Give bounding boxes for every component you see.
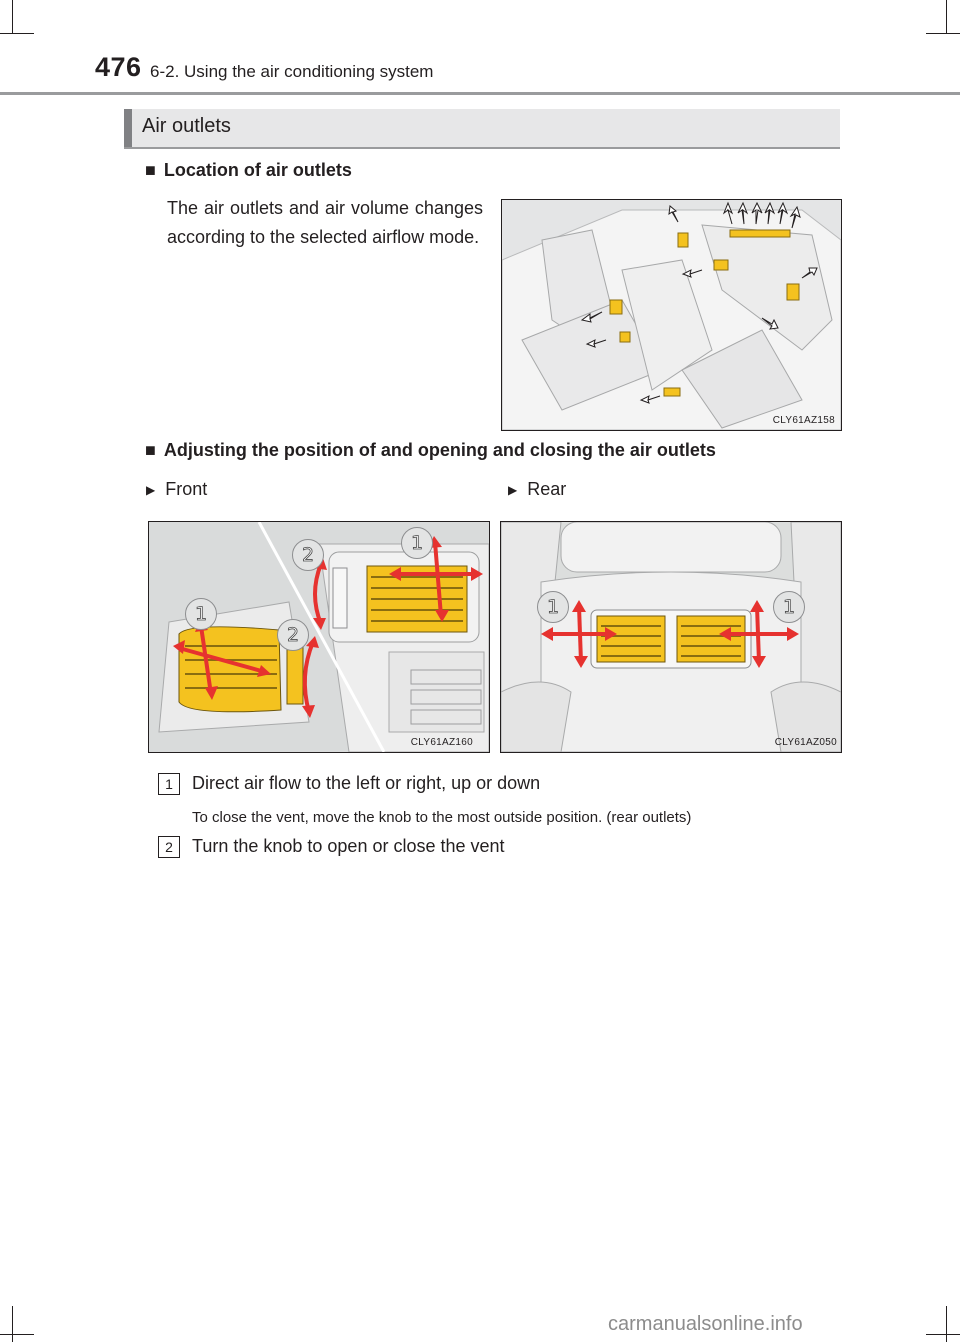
item-1-note: To close the vent, move the knob to the most outside position. (rear outlets): [192, 809, 692, 826]
front-label: [146, 479, 207, 500]
callout-badge-2-left: 2: [277, 619, 309, 651]
chapter-header: 6-2. Using the air conditioning system: [150, 62, 434, 81]
callout-badge-1-rear-left: 1: [537, 591, 569, 623]
rear-label: [508, 479, 566, 500]
square-bullet-icon: ■: [145, 440, 156, 460]
crop-mark-top-left-h: [0, 33, 34, 34]
rear-figure-code: CLY61AZ050: [774, 737, 837, 748]
cabin-illustration: [502, 200, 841, 430]
item-2-text: Turn the knob to open or close the vent: [192, 836, 505, 856]
location-figure-code: CLY61AZ158: [772, 415, 835, 426]
page-number: 476: [95, 52, 142, 82]
adjusting-heading-text: Adjusting the position of and opening and closing the air outlets: [163, 440, 716, 460]
front-outlets-figure: [148, 521, 490, 753]
crop-mark-bottom-right-h: [926, 1334, 960, 1335]
air-outlets-location-figure: [501, 199, 842, 431]
header-rule: [0, 92, 960, 95]
rear-console-illustration: [501, 522, 841, 752]
location-heading: [145, 160, 352, 181]
item-2-number: 2: [158, 836, 180, 858]
location-description: The air outlets and air volume changes according to the selected airflow mode.: [167, 198, 483, 247]
triangle-bullet-icon: ▶: [146, 483, 156, 497]
crop-mark-top-right-h: [926, 33, 960, 34]
callout-badge-2-top: 2: [292, 539, 324, 571]
item-1-text: Direct air flow to the left or right, up or down: [192, 773, 541, 793]
rear-label-text: Rear: [527, 479, 567, 499]
front-label-text: Front: [165, 479, 208, 499]
crop-mark-bottom-right-v: [946, 1306, 947, 1342]
crop-mark-bottom-left-v: [12, 1306, 13, 1342]
callout-badge-1-left: 1: [185, 598, 217, 630]
callout-badge-1-rear-right: 1: [773, 591, 805, 623]
front-figure-code: CLY61AZ160: [410, 737, 473, 748]
item-1-number: 1: [158, 773, 180, 795]
location-heading-text: Location of air outlets: [163, 160, 352, 180]
triangle-bullet-icon: ▶: [508, 483, 518, 497]
adjusting-heading: [145, 440, 716, 461]
crop-mark-bottom-left-h: [0, 1334, 34, 1335]
watermark-site: carmanualsonline.info: [608, 1313, 803, 1335]
rear-outlets-figure: [500, 521, 842, 753]
section-bar-accent: [124, 109, 132, 147]
crop-mark-top-right-v: [946, 0, 947, 34]
callout-badge-1-top: 1: [401, 527, 433, 559]
crop-mark-top-left-v: [12, 0, 13, 34]
section-title-bar: [124, 109, 840, 149]
square-bullet-icon: ■: [145, 160, 156, 180]
section-title: Air outlets: [142, 115, 231, 137]
